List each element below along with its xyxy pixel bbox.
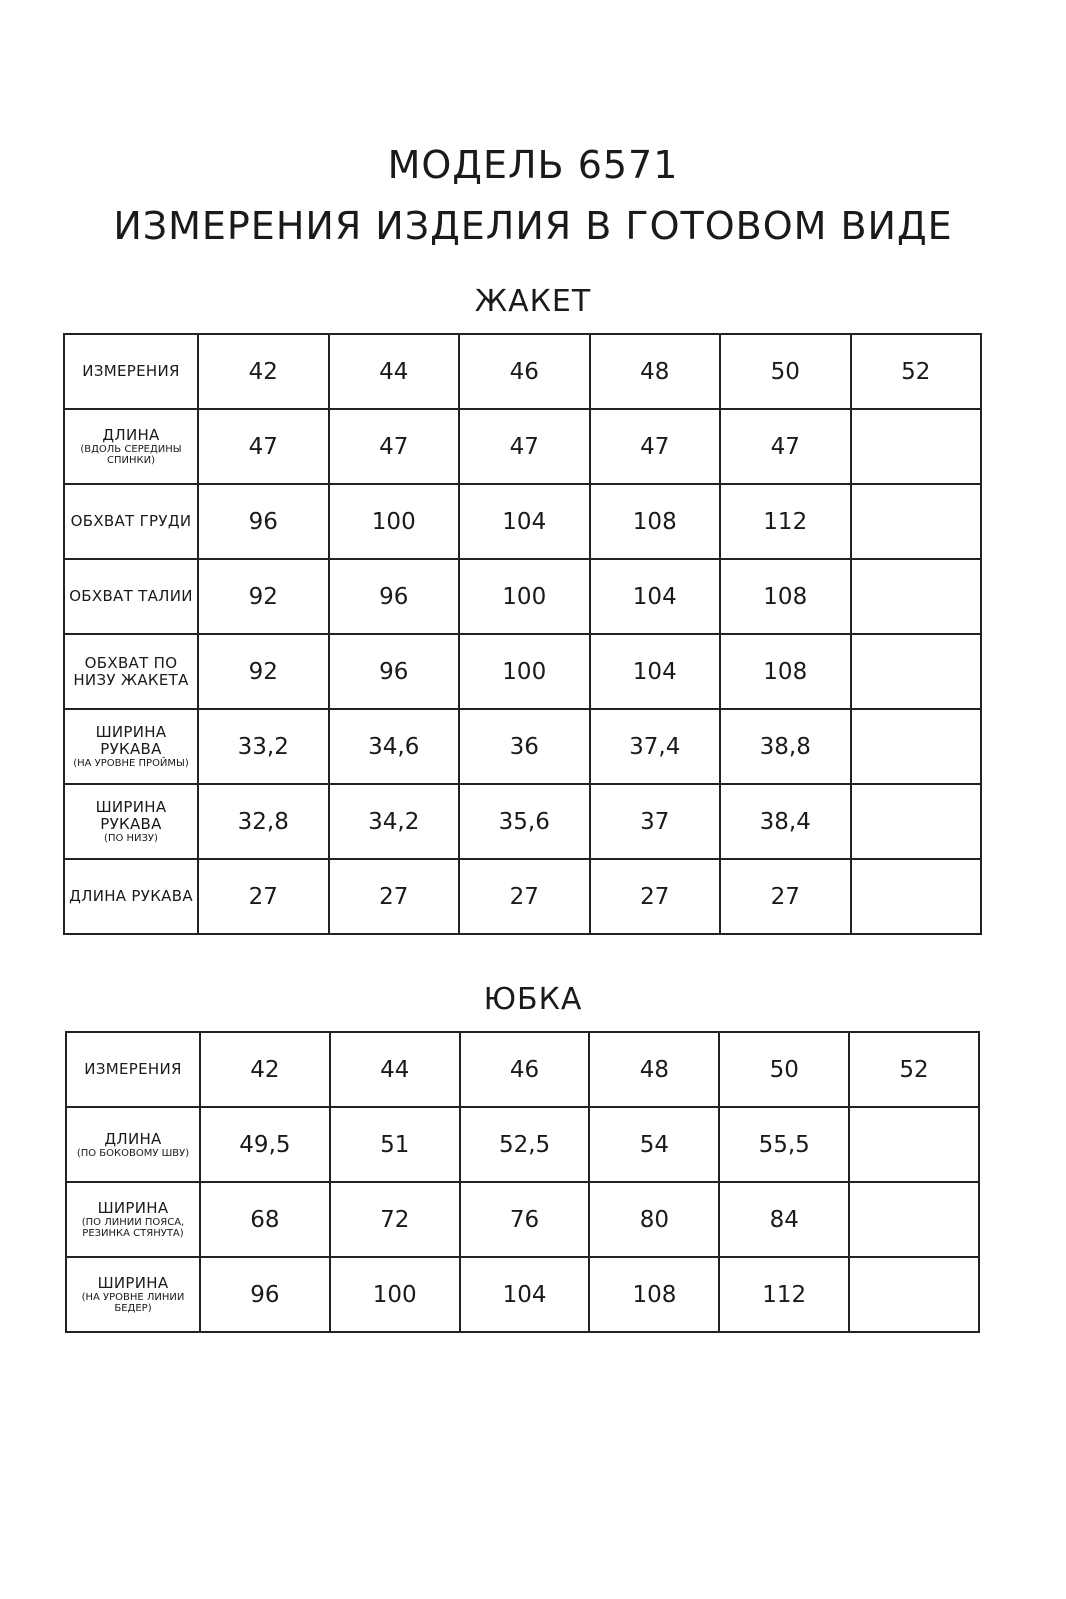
size-value: 50: [770, 358, 800, 385]
measurement-value: 92: [248, 583, 278, 610]
measurement-label-cell: [66, 1107, 200, 1182]
table-row: [64, 409, 981, 484]
page-subtitle: ИЗМЕРЕНИЯ ИЗДЕЛИЯ В ГОТОВОМ ВИДЕ: [113, 204, 953, 248]
measurement-value-cell: [330, 1257, 460, 1332]
measurement-value-cell: [849, 1257, 979, 1332]
measurement-label-cell: [64, 784, 198, 859]
measurement-value-cell: [590, 709, 721, 784]
measurement-value-cell: [720, 559, 851, 634]
size-header-cell: [851, 334, 982, 409]
measurement-value: 108: [763, 583, 808, 610]
measurement-value-cell: [329, 559, 460, 634]
measurement-value: 38,4: [759, 808, 811, 835]
measurement-value-cell: [198, 709, 329, 784]
measurement-value: 108: [632, 1281, 677, 1308]
measurement-value-cell: [459, 709, 590, 784]
size-value: 50: [769, 1056, 799, 1083]
table-row: [64, 709, 981, 784]
measurement-value: 54: [639, 1131, 670, 1158]
measurement-value-cell: [198, 484, 329, 559]
measurement-value-cell: [849, 1107, 979, 1182]
measurement-value-cell: [329, 409, 460, 484]
measurement-value-cell: [589, 1182, 719, 1257]
measurement-value-cell: [589, 1107, 719, 1182]
measurement-value-cell: [460, 1257, 590, 1332]
measurement-value: 100: [502, 658, 547, 685]
skirt-section-title: ЮБКА: [483, 982, 583, 1017]
size-header-cell: [459, 334, 590, 409]
measurement-value-cell: [849, 1182, 979, 1257]
measurement-value-cell: [720, 859, 851, 934]
measurement-label: ДЛИНА: [104, 1129, 162, 1148]
measurement-label-cell: [64, 484, 198, 559]
measurement-value: 51: [380, 1131, 410, 1158]
measurement-value-cell: [720, 634, 851, 709]
measurement-value-cell: [720, 709, 851, 784]
measurement-value-cell: [590, 559, 721, 634]
measurement-value: 47: [770, 433, 800, 460]
measurement-value-cell: [719, 1257, 849, 1332]
measurement-value: 104: [632, 583, 677, 610]
size-value: 52: [901, 358, 931, 385]
header-label: ИЗМЕРЕНИЯ: [84, 1060, 182, 1078]
measurement-value-cell: [330, 1107, 460, 1182]
jacket-section-title: ЖАКЕТ: [474, 284, 592, 319]
measurement-value: 96: [379, 658, 409, 685]
measurement-value: 37: [640, 808, 670, 835]
measurement-note: (ПО ЛИНИИ ПОЯСА, РЕЗИНКА СТЯНУТА): [81, 1217, 185, 1239]
measurement-value: 104: [502, 508, 547, 535]
measurement-note: (НА УРОВНЕ ПРОЙМЫ): [73, 758, 189, 769]
measurement-value: 76: [509, 1206, 540, 1233]
measurement-label-cell: [66, 1257, 200, 1332]
size-value: 44: [380, 1056, 410, 1083]
table-row: [66, 1107, 979, 1182]
measurement-value: 84: [769, 1206, 799, 1233]
model-title: МОДЕЛЬ 6571: [387, 143, 679, 187]
size-header-cell: [589, 1032, 719, 1107]
measurement-note: (ВДОЛЬ СЕРЕДИНЫ СПИНКИ): [80, 444, 182, 466]
measurement-value: 104: [502, 1281, 547, 1308]
measurement-value-cell: [851, 709, 982, 784]
measurement-label-cell: [64, 859, 198, 934]
size-header-cell: [200, 1032, 330, 1107]
size-value: 44: [379, 358, 409, 385]
measurement-label: ДЛИНА: [102, 426, 160, 444]
measurement-value-cell: [851, 634, 982, 709]
measurement-value: 68: [250, 1206, 280, 1233]
table-row: [64, 859, 981, 934]
measurement-label: ШИРИНА РУКАВА: [95, 798, 167, 833]
measurement-value-cell: [720, 409, 851, 484]
table-row: [66, 1257, 979, 1332]
measurement-note: (НА УРОВНЕ ЛИНИИ БЕДЕР): [81, 1292, 185, 1314]
size-header-cell: [329, 334, 460, 409]
measurement-value: 47: [248, 433, 278, 460]
measurement-value-cell: [200, 1107, 330, 1182]
measurement-value: 96: [250, 1281, 280, 1308]
measurement-value: 35,6: [498, 808, 550, 835]
measurement-label: ОБХВАТ ТАЛИИ: [69, 587, 193, 605]
measurement-value-cell: [329, 784, 460, 859]
measurement-label-cell: [66, 1182, 200, 1257]
measurement-value: 27: [770, 883, 800, 910]
skirt-size-table: [65, 1031, 980, 1333]
measurement-value-cell: [198, 784, 329, 859]
size-value: 48: [640, 358, 670, 385]
measurement-value-cell: [459, 859, 590, 934]
measurement-value: 92: [248, 658, 278, 685]
skirt-header-row: [66, 1032, 979, 1107]
measurement-value-cell: [329, 859, 460, 934]
measurement-value: 38,8: [759, 733, 811, 760]
measurement-value: 27: [248, 883, 278, 910]
measurement-value: 100: [502, 583, 547, 610]
measurement-value: 96: [379, 583, 409, 610]
measurement-value-cell: [719, 1182, 849, 1257]
measurement-value: 80: [639, 1206, 670, 1233]
jacket-header-row: [64, 334, 981, 409]
table-row: [64, 634, 981, 709]
measurement-value-cell: [329, 634, 460, 709]
measurement-value: 34,2: [368, 808, 420, 835]
measurement-value-cell: [460, 1107, 590, 1182]
measurement-label-cell: [64, 559, 198, 634]
measurement-value: 47: [379, 433, 409, 460]
header-label-cell: [64, 334, 198, 409]
measurement-value-cell: [719, 1107, 849, 1182]
measurement-value-cell: [459, 484, 590, 559]
measurement-value-cell: [459, 634, 590, 709]
measurement-value: 27: [509, 883, 539, 910]
measurement-value-cell: [198, 409, 329, 484]
table-row: [64, 559, 981, 634]
measurement-value-cell: [851, 559, 982, 634]
measurement-value-cell: [851, 859, 982, 934]
measurement-label-cell: [64, 634, 198, 709]
measurement-value-cell: [851, 484, 982, 559]
jacket-size-table: [63, 333, 982, 935]
measurement-value: 27: [379, 883, 409, 910]
table-row: [66, 1182, 979, 1257]
measurement-value: 32,8: [237, 808, 289, 835]
size-header-cell: [330, 1032, 460, 1107]
measurement-note: (ПО НИЗУ): [104, 833, 158, 844]
measurement-value: 108: [763, 658, 808, 685]
measurement-value-cell: [200, 1257, 330, 1332]
measurement-value: 47: [640, 433, 670, 460]
measurement-value-cell: [589, 1257, 719, 1332]
measurement-value: 52,5: [498, 1131, 551, 1158]
measurement-label: ШИРИНА РУКАВА: [95, 723, 167, 758]
measurement-value: 37,4: [629, 733, 681, 760]
measurement-value-cell: [198, 859, 329, 934]
size-value: 46: [509, 1056, 540, 1083]
measurement-value-cell: [851, 784, 982, 859]
measurement-label: ШИРИНА: [97, 1199, 169, 1217]
size-header-cell: [590, 334, 721, 409]
measurement-value: 49,5: [239, 1131, 291, 1158]
size-value: 42: [248, 358, 278, 385]
measurement-label-cell: [64, 409, 198, 484]
table-row: [64, 784, 981, 859]
header-label: ИЗМЕРЕНИЯ: [82, 362, 180, 380]
measurement-value: 33,2: [237, 733, 289, 760]
measurement-label: ОБХВАТ ПО НИЗУ ЖАКЕТА: [73, 653, 189, 689]
size-header-cell: [849, 1032, 979, 1107]
measurement-note: (ПО БОКОВОМУ ШВУ): [76, 1147, 190, 1159]
measurement-value-cell: [851, 409, 982, 484]
size-value: 42: [250, 1056, 280, 1083]
measurement-value-cell: [590, 634, 721, 709]
measurement-value: 112: [762, 1281, 807, 1308]
size-value: 46: [509, 358, 539, 385]
measurement-value-cell: [459, 559, 590, 634]
measurement-value-cell: [330, 1182, 460, 1257]
size-header-cell: [719, 1032, 849, 1107]
measurement-value-cell: [590, 784, 721, 859]
measurement-value: 100: [372, 1281, 417, 1308]
size-header-cell: [460, 1032, 590, 1107]
measurement-label: ШИРИНА: [97, 1274, 169, 1292]
measurement-value-cell: [329, 709, 460, 784]
measurement-value: 100: [371, 508, 416, 535]
measurement-value-cell: [590, 859, 721, 934]
header-label-cell: [66, 1032, 200, 1107]
measurement-value: 27: [640, 883, 670, 910]
measurement-value: 34,6: [368, 733, 420, 760]
measurement-value: 72: [380, 1206, 410, 1233]
measurement-value-cell: [459, 784, 590, 859]
measurement-value-cell: [720, 484, 851, 559]
measurement-value-cell: [460, 1182, 590, 1257]
measurement-value-cell: [198, 634, 329, 709]
measurement-value-cell: [329, 484, 460, 559]
measurement-value: 55,5: [758, 1131, 810, 1158]
measurement-value: 104: [632, 658, 677, 685]
measurement-value-cell: [200, 1182, 330, 1257]
size-header-cell: [198, 334, 329, 409]
measurement-value: 112: [763, 508, 808, 535]
measurement-value-cell: [720, 784, 851, 859]
measurement-label: ДЛИНА РУКАВА: [69, 887, 193, 905]
measurement-value: 47: [509, 433, 539, 460]
table-row: [64, 484, 981, 559]
measurement-value-cell: [198, 559, 329, 634]
size-value: 52: [899, 1056, 929, 1083]
measurement-label: ОБХВАТ ГРУДИ: [70, 512, 192, 530]
measurement-value-cell: [459, 409, 590, 484]
measurement-value-cell: [590, 484, 721, 559]
measurement-value: 96: [248, 508, 278, 535]
measurement-label-cell: [64, 709, 198, 784]
size-header-cell: [720, 334, 851, 409]
measurement-value: 108: [632, 508, 677, 535]
measurement-value-cell: [590, 409, 721, 484]
measurement-value: 36: [509, 733, 539, 760]
size-value: 48: [639, 1056, 670, 1083]
